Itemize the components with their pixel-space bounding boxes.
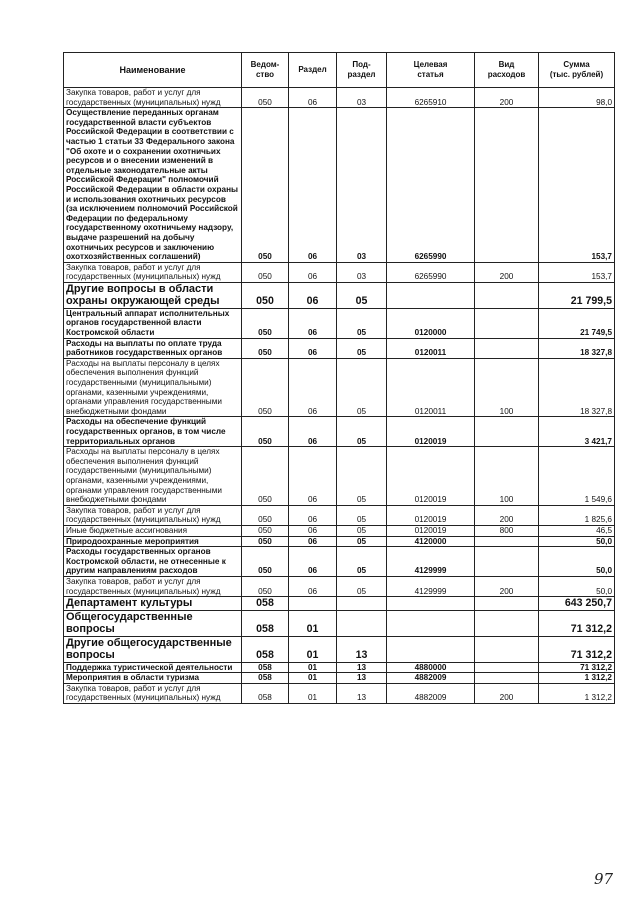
cell-section (289, 597, 337, 611)
cell-section: 01 (289, 673, 337, 684)
cell-exp-type: 200 (475, 262, 539, 282)
cell-subsection: 05 (337, 358, 387, 417)
cell-target: 4120000 (387, 536, 475, 547)
cell-dept: 058 (242, 662, 289, 673)
cell-exp-type: 200 (475, 88, 539, 108)
cell-dept: 050 (242, 88, 289, 108)
cell-name: Осуществление переданных органам государственной власти субъектов Российской Федерации в соответствии с частью 1 статьи 33 Федерального закона "Об охоте и о сохранении охотничьих ресурсов и о внесении изменений в отдельные законодательные акты Российской Федерации" полномочий Российской Федерации в области охраны и использования охотничьих ресурсов (за исключением полномочий Российской Федерации по федеральному государственному охотничьему надзору, выдаче разрешений на добычу охотничьих ресурсов и заключению охотхозяйственных соглашений) (64, 108, 242, 263)
cell-dept: 050 (242, 338, 289, 358)
cell-subsection: 13 (337, 673, 387, 684)
cell-target: 0120019 (387, 505, 475, 525)
cell-name: Поддержка туристической деятельности (64, 662, 242, 673)
cell-sum: 21 799,5 (539, 282, 615, 308)
cell-exp-type: 800 (475, 525, 539, 536)
cell-subsection: 03 (337, 108, 387, 263)
cell-exp-type (475, 282, 539, 308)
table-row (64, 576, 615, 596)
table-row (64, 536, 615, 547)
cell-sum: 1 825,6 (539, 505, 615, 525)
cell-sum: 1 549,6 (539, 447, 615, 506)
cell-sum: 18 327,8 (539, 338, 615, 358)
table-row (64, 358, 615, 417)
header-dept: Ведом- ство (242, 53, 289, 88)
cell-sum: 643 250,7 (539, 597, 615, 611)
cell-exp-type (475, 547, 539, 577)
cell-exp-type: 200 (475, 683, 539, 703)
cell-subsection: 05 (337, 417, 387, 447)
cell-sum: 50,0 (539, 576, 615, 596)
cell-section: 06 (289, 338, 337, 358)
table-row (64, 505, 615, 525)
cell-name: Общегосударственные вопросы (64, 610, 242, 636)
cell-subsection (337, 610, 387, 636)
cell-target: 6265990 (387, 262, 475, 282)
cell-section: 06 (289, 417, 337, 447)
cell-target (387, 597, 475, 611)
cell-section: 06 (289, 282, 337, 308)
cell-dept: 050 (242, 358, 289, 417)
cell-section: 01 (289, 683, 337, 703)
cell-target: 4882009 (387, 673, 475, 684)
cell-target (387, 282, 475, 308)
cell-name: Закупка товаров, работ и услуг для государственных (муниципальных) нужд (64, 683, 242, 703)
cell-exp-type (475, 673, 539, 684)
cell-section: 06 (289, 358, 337, 417)
cell-dept: 058 (242, 610, 289, 636)
cell-subsection: 13 (337, 662, 387, 673)
cell-name: Закупка товаров, работ и услуг для государственных (муниципальных) нужд (64, 262, 242, 282)
cell-name: Другие вопросы в области охраны окружающей среды (64, 282, 242, 308)
cell-name: Иные бюджетные ассигнования (64, 525, 242, 536)
cell-section: 01 (289, 662, 337, 673)
cell-dept: 050 (242, 525, 289, 536)
cell-sum: 71 312,2 (539, 610, 615, 636)
cell-sum: 21 749,5 (539, 308, 615, 338)
cell-section: 06 (289, 88, 337, 108)
cell-exp-type: 100 (475, 358, 539, 417)
budget-table (63, 52, 615, 704)
header-exp-type: Вид расходов (475, 53, 539, 88)
cell-sum: 46,5 (539, 525, 615, 536)
cell-section: 06 (289, 505, 337, 525)
cell-name: Мероприятия в области туризма (64, 673, 242, 684)
table-row (64, 683, 615, 703)
cell-sum: 153,7 (539, 108, 615, 263)
table-row (64, 525, 615, 536)
cell-name: Центральный аппарат исполнительных органов государственной власти Костромской области (64, 308, 242, 338)
cell-section: 06 (289, 262, 337, 282)
cell-subsection: 03 (337, 262, 387, 282)
table-body (64, 88, 615, 704)
table-row (64, 108, 615, 263)
table-row (64, 636, 615, 662)
cell-dept: 050 (242, 576, 289, 596)
cell-exp-type: 100 (475, 447, 539, 506)
table-row (64, 417, 615, 447)
cell-name: Закупка товаров, работ и услуг для государственных (муниципальных) нужд (64, 88, 242, 108)
cell-section: 01 (289, 610, 337, 636)
cell-dept: 050 (242, 262, 289, 282)
cell-sum: 98,0 (539, 88, 615, 108)
table-row (64, 308, 615, 338)
cell-target: 0120019 (387, 447, 475, 506)
cell-subsection (337, 597, 387, 611)
cell-dept: 058 (242, 673, 289, 684)
cell-subsection: 05 (337, 282, 387, 308)
cell-section: 01 (289, 636, 337, 662)
cell-name: Расходы на выплаты персоналу в целях обеспечения выполнения функций государственными (муниципальными) органами, казенными учреждениями, органами управления государственными внебюджетными фондами (64, 358, 242, 417)
cell-target (387, 636, 475, 662)
cell-subsection: 13 (337, 683, 387, 703)
cell-target: 4129999 (387, 576, 475, 596)
table-row (64, 338, 615, 358)
cell-dept: 058 (242, 597, 289, 611)
header-subsection: Под- раздел (337, 53, 387, 88)
cell-exp-type (475, 597, 539, 611)
header-target: Целевая статья (387, 53, 475, 88)
cell-target: 4880000 (387, 662, 475, 673)
cell-section: 06 (289, 547, 337, 577)
table-row (64, 262, 615, 282)
cell-exp-type (475, 417, 539, 447)
cell-exp-type (475, 108, 539, 263)
cell-exp-type (475, 338, 539, 358)
cell-section: 06 (289, 525, 337, 536)
cell-section: 06 (289, 576, 337, 596)
cell-exp-type (475, 636, 539, 662)
cell-dept: 050 (242, 536, 289, 547)
cell-name: Другие общегосударственные вопросы (64, 636, 242, 662)
header-sum: Сумма (тыс. рублей) (539, 53, 615, 88)
cell-exp-type: 200 (475, 505, 539, 525)
cell-name: Департамент культуры (64, 597, 242, 611)
cell-section: 06 (289, 447, 337, 506)
cell-exp-type (475, 308, 539, 338)
cell-target: 6265990 (387, 108, 475, 263)
cell-subsection: 05 (337, 447, 387, 506)
cell-sum: 1 312,2 (539, 673, 615, 684)
cell-dept: 050 (242, 308, 289, 338)
table-row (64, 597, 615, 611)
cell-dept: 058 (242, 683, 289, 703)
cell-exp-type (475, 536, 539, 547)
cell-target: 4882009 (387, 683, 475, 703)
cell-subsection: 05 (337, 547, 387, 577)
table-row (64, 282, 615, 308)
cell-sum: 50,0 (539, 536, 615, 547)
cell-exp-type (475, 662, 539, 673)
cell-subsection: 03 (337, 88, 387, 108)
cell-sum: 50,0 (539, 547, 615, 577)
cell-target: 0120019 (387, 525, 475, 536)
cell-exp-type: 200 (475, 576, 539, 596)
cell-subsection: 05 (337, 505, 387, 525)
header-section: Раздел (289, 53, 337, 88)
cell-subsection: 05 (337, 308, 387, 338)
cell-target (387, 610, 475, 636)
cell-subsection: 05 (337, 536, 387, 547)
cell-subsection: 05 (337, 338, 387, 358)
table-row (64, 547, 615, 577)
cell-exp-type (475, 610, 539, 636)
cell-name: Закупка товаров, работ и услуг для государственных (муниципальных) нужд (64, 505, 242, 525)
cell-target: 6265910 (387, 88, 475, 108)
table-row (64, 673, 615, 684)
header-name: Наименование (64, 53, 242, 88)
cell-name: Закупка товаров, работ и услуг для государственных (муниципальных) нужд (64, 576, 242, 596)
cell-section: 06 (289, 536, 337, 547)
cell-dept: 050 (242, 547, 289, 577)
cell-dept: 050 (242, 282, 289, 308)
cell-target: 4129999 (387, 547, 475, 577)
cell-section: 06 (289, 108, 337, 263)
cell-name: Природоохранные мероприятия (64, 536, 242, 547)
cell-sum: 71 312,2 (539, 636, 615, 662)
cell-sum: 153,7 (539, 262, 615, 282)
cell-sum: 1 312,2 (539, 683, 615, 703)
cell-name: Расходы на выплаты по оплате труда работников государственных органов (64, 338, 242, 358)
cell-dept: 050 (242, 417, 289, 447)
cell-sum: 18 327,8 (539, 358, 615, 417)
cell-section: 06 (289, 308, 337, 338)
cell-subsection: 05 (337, 576, 387, 596)
table-row (64, 662, 615, 673)
cell-target: 0120019 (387, 417, 475, 447)
cell-target: 0120011 (387, 338, 475, 358)
cell-target: 0120000 (387, 308, 475, 338)
page-number: 97 (594, 870, 614, 888)
cell-name: Расходы на выплаты персоналу в целях обеспечения выполнения функций государственными (муниципальными) органами, казенными учреждениями, органами управления государственными внебюджетными фондами (64, 447, 242, 506)
table-row (64, 88, 615, 108)
cell-dept: 050 (242, 447, 289, 506)
cell-dept: 058 (242, 636, 289, 662)
cell-name: Расходы на обеспечение функций государственных органов, в том числе территориальных органов (64, 417, 242, 447)
cell-dept: 050 (242, 505, 289, 525)
cell-subsection: 13 (337, 636, 387, 662)
cell-sum: 71 312,2 (539, 662, 615, 673)
table-header-row (64, 53, 615, 88)
table-row (64, 610, 615, 636)
cell-sum: 3 421,7 (539, 417, 615, 447)
table-row (64, 447, 615, 506)
cell-name: Расходы государственных органов Костромской области, не отнесенные к другим направлениям расходов (64, 547, 242, 577)
cell-subsection: 05 (337, 525, 387, 536)
cell-target: 0120011 (387, 358, 475, 417)
cell-dept: 050 (242, 108, 289, 263)
